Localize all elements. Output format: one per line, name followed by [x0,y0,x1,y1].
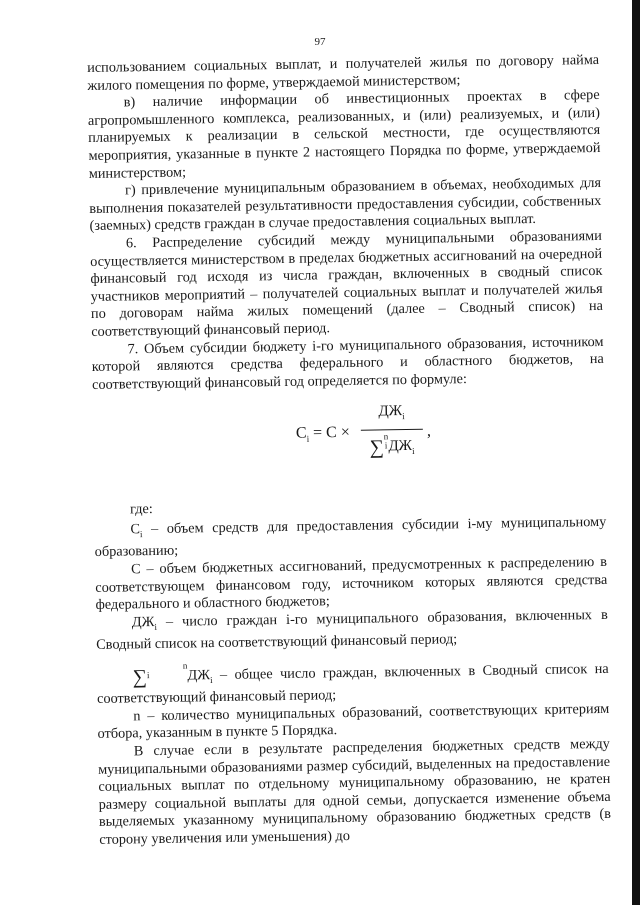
paragraph-closing: В случае если в результате распределения бюджетных средств между муниципальными образованиями размер субсидий, выделенных на предоставление социальных выплат по отдельному муниципальному образованию, не кратен размеру социальной выплаты для одной семьи, допускается изменение объема выделяемых указанному муниципальному образованию бюджетных средств (в сторону увеличения или уменьшения) до [98,735,612,848]
definition-dzh-i: $ДЖ_i$ – число граждан i-го муниципального образования, включенных в Сводный список на соответствующий финансовый период; [96,606,608,654]
definition-n: n – количество муниципальных образований, соответствующих критериям отбора, указанным в пункте 5 Порядка. [97,700,610,743]
paragraph-item-v: в) наличие информации об инвестиционных проектах в сфере агропромышленного комплекса, реализованных, и (или) реализуемых, и (или) планируемых к реализации в сельской местности, где осуществляются мероприятия, указанные в пункте 2 настоящего Порядка по форме, утверждаемой министерством; [87,87,601,182]
document-body [87,52,611,849]
scan-edge-shadow [632,0,640,905]
paragraph-continuation: использованием социальных выплат, и получателей жилья по договору найма жилого помещения по форме, утверждаемой министерством; [87,51,600,94]
definition-c: C – объем бюджетных ассигнований, предусмотренных к распределению в соответствующем финансовом году, источником которых являются средства федерального и областного бюджетов; [95,553,608,614]
page-number: 97 [314,36,326,48]
definition-sum-dzh: ∑n i $ДЖ_i$ – общее число граждан, включенных в Сводный список на соответствующий финансовый период; [96,660,609,708]
sum-symbol: ∑ [369,436,385,459]
subsidy-formula: $C_i = C$ × $ДЖ_i$ ∑n iДЖ$_i$ , [92,400,605,472]
paragraph-clause-6: 6. Распределение субсидий между муниципальными образованиями осуществляется министерством в пределах бюджетных ассигнований на очередной финансовый год исходя из числа граждан, включенных в сводный список участников мероприятий – получателей социальных выплат и получателей жилья по договорам найма жилых помещений (далее – Сводный список) на соответствующий финансовый период. [90,227,604,340]
paragraph-item-g: г) привлечение муниципальным образованием в объемах, необходимых для выполнения показателей результативности предоставления субсидии, собственных (заемных) средств граждан в случае предоставления социальных выплат. [89,175,602,235]
definition-c-i: $C_i$ – объем средств для предоставления субсидии i-му муниципальному образованию; [94,513,607,561]
definitions-intro: где: [129,501,153,518]
formula-lhs: $C_i = C$ × [295,424,350,445]
formula-denominator: ∑n iДЖ$_i$ [369,431,415,459]
formula-numerator: $ДЖ_i$ [360,403,422,431]
paragraph-clause-7: 7. Объем субсидии бюджету i-го муниципального образования, источником которой являются средства федерального и областного бюджетов, на соответствующий финансовый год определяется по формуле: [91,333,604,393]
formula-fraction [360,403,423,461]
